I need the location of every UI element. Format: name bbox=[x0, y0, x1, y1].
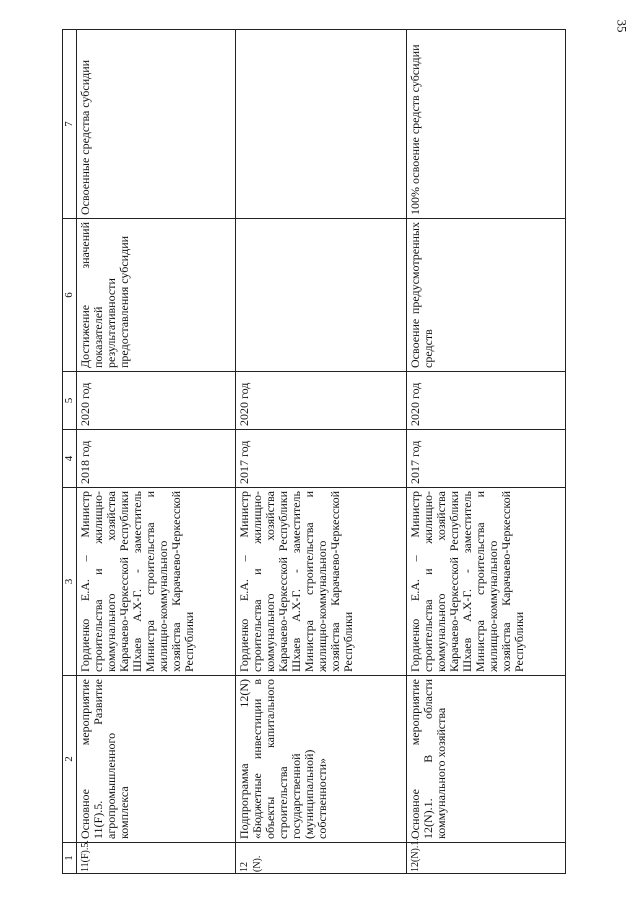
row-result: 100% освоение средств субсидии bbox=[407, 30, 566, 219]
table-row bbox=[236, 30, 407, 874]
rotated-table-container bbox=[62, 30, 624, 874]
row-responsible: Гордиенко Е.А. – Министр строительства и жилищно-коммунального хозяйства Карачаево-Черкесской Республики Шхаев А.Х-Г. - заместитель Министра строительства и жилищно-коммунального хозяйства Карачаево-Черкесской Республики bbox=[236, 488, 407, 676]
row-end-year: 2020 год bbox=[77, 372, 236, 430]
row-code: 11(F).5. bbox=[77, 843, 236, 874]
row-name: Подпрограмма 12(N) «Бюджетные инвестиции в объекты капитального строительства государственной (муниципальной) собственности» bbox=[236, 676, 407, 843]
row-end-year: 2020 год bbox=[407, 372, 566, 430]
row-indicator bbox=[236, 219, 407, 372]
header-col-6: 6 bbox=[63, 219, 77, 372]
table-row bbox=[407, 30, 566, 874]
row-code: 12 (N). bbox=[236, 843, 407, 874]
row-start-year: 2017 год bbox=[407, 430, 566, 488]
row-responsible: Гордиенко Е.А. – Министр строительства и жилищно-коммунального хозяйства Карачаево-Черкесской Республики Шхаев А.Х-Г. - заместитель Министра строительства и жилищно-коммунального хозяйства Карачаево-Черкесской Республики bbox=[407, 488, 566, 676]
row-name: Основное мероприятие 11(F).5. Развитие агропромышленного комплекса bbox=[77, 676, 236, 843]
header-row bbox=[63, 30, 77, 874]
header-col-4: 4 bbox=[63, 430, 77, 488]
header-col-7: 7 bbox=[63, 30, 77, 219]
table-row bbox=[77, 30, 236, 874]
row-start-year: 2018 год bbox=[77, 430, 236, 488]
row-result bbox=[236, 30, 407, 219]
header-col-1: 1 bbox=[63, 843, 77, 874]
header-col-3: 3 bbox=[63, 488, 77, 676]
page-number: 35 bbox=[614, 19, 630, 33]
row-code: 12(N).1. bbox=[407, 843, 566, 874]
row-indicator: Освоение предусмотренных средств bbox=[407, 219, 566, 372]
row-responsible: Гордиенко Е.А. – Министр строительства и жилищно-коммунального хозяйства Карачаево-Черкесской Республики Шхаев А.Х-Г. - заместитель Министра строительства и жилищно-коммунального хозяйства Карачаево-Черкесской Республики bbox=[77, 488, 236, 676]
row-end-year: 2020 год bbox=[236, 372, 407, 430]
row-start-year: 2017 год bbox=[236, 430, 407, 488]
row-name: Основное мероприятие 12(N).1. В области коммунального хозяйства bbox=[407, 676, 566, 843]
header-col-5: 5 bbox=[63, 372, 77, 430]
row-result: Освоенные средства субсидии bbox=[77, 30, 236, 219]
header-col-2: 2 bbox=[63, 676, 77, 843]
program-table bbox=[62, 29, 566, 874]
row-indicator: Достижение значений показателей результативности предоставления субсидии bbox=[77, 219, 236, 372]
